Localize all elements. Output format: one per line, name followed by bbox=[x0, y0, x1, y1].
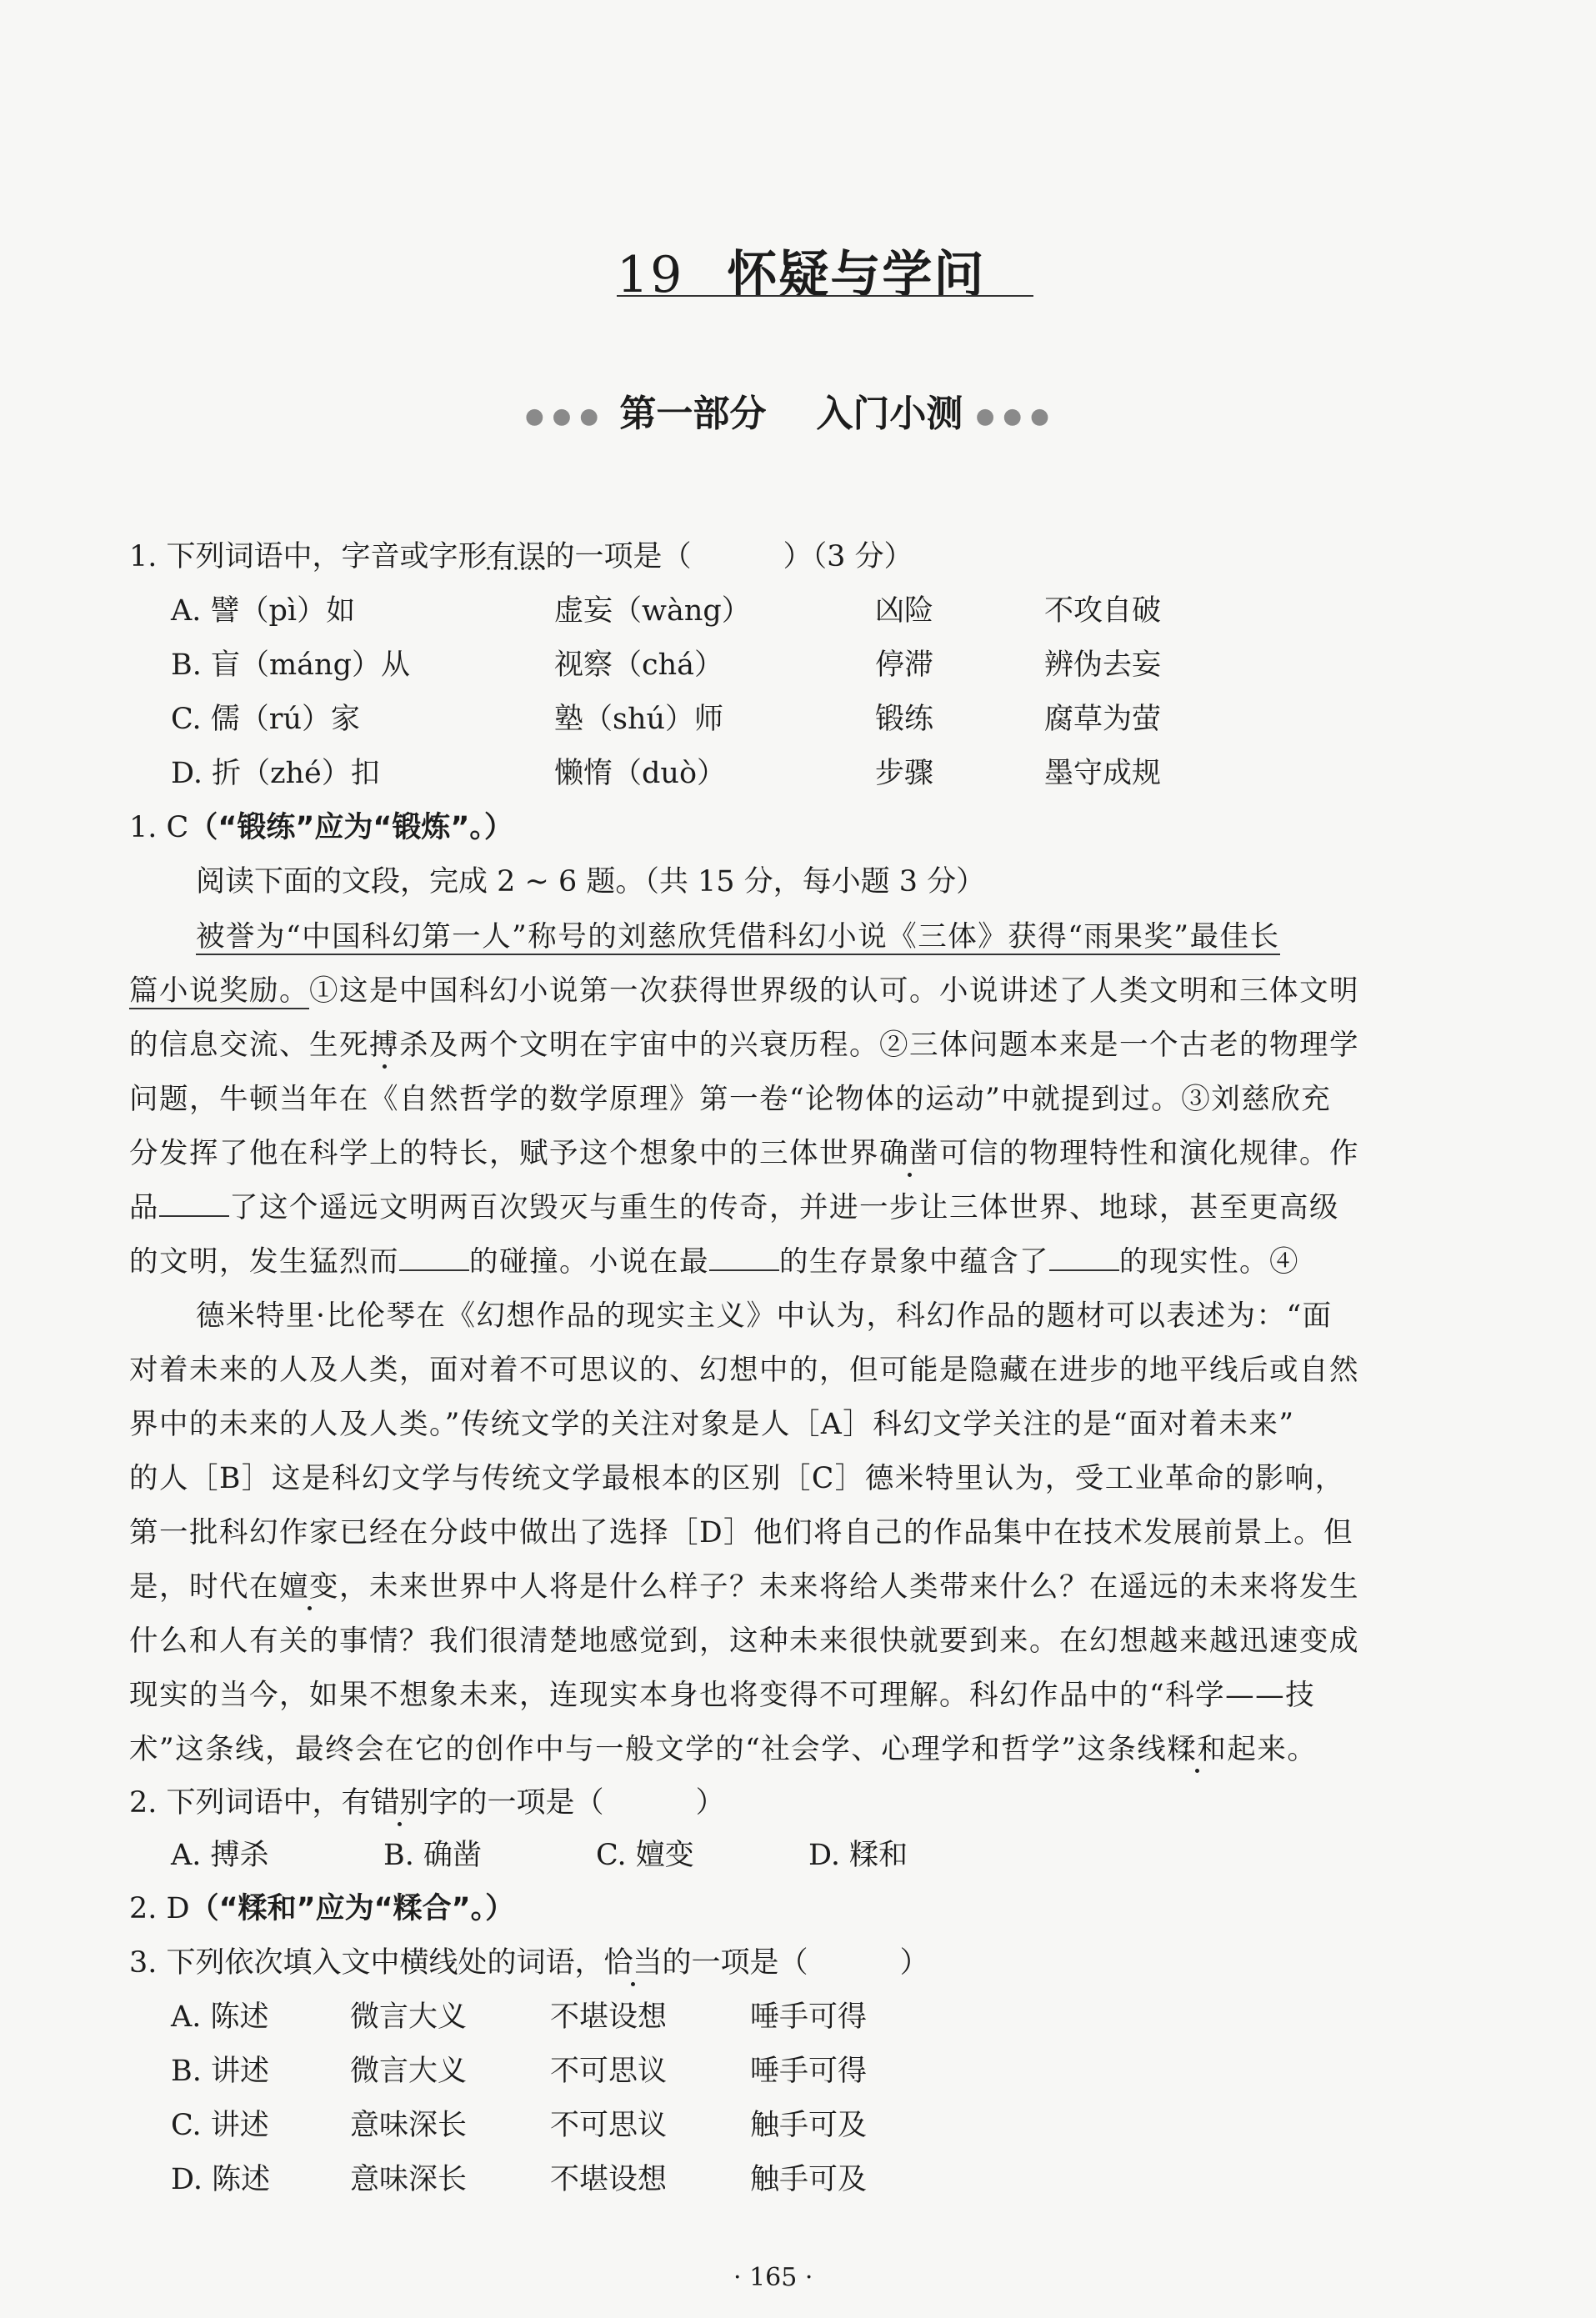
passage-1-line-1: 被誉为“中国科幻第一人”称号的刘慈欣凭借科幻小说《三体》获得“雨果奖”最佳长 bbox=[196, 920, 1280, 954]
passage-2-line-2: 对着未来的人及人类，面对着不可思议的、幻想中的，但可能是隐藏在进步的地平线后或自然 bbox=[129, 1354, 1359, 1387]
question-1-option-d: D. 折（zhé）扣 懒惰（duò） 步骤 墨守成规 bbox=[171, 757, 1162, 790]
section-part: 第一部分 bbox=[619, 393, 767, 435]
fill-blank bbox=[1049, 1244, 1119, 1271]
passage-2-line-6: 是，时代在嬗变，未来世界中人将是什么样子？未来将给人类带来什么？在遥远的未来将发生 bbox=[129, 1570, 1359, 1604]
question-1-option-a: A. 譬（pì）如 虚妄（wàng） 凶险 不攻自破 bbox=[171, 594, 1162, 628]
passage-2-line-1: 德米特里·比伦琴在《幻想作品的现实主义》中认为，科幻作品的题材可以表述为：“面 bbox=[196, 1299, 1333, 1333]
title-underline bbox=[617, 295, 1033, 297]
passage-1-line-6: 品 了这个遥远文明两百次毁灭与重生的传奇，并进一步让三体世界、地球，甚至更高级 bbox=[129, 1191, 1339, 1224]
section-dots-right: ●●● bbox=[975, 403, 1058, 429]
passage-2-line-8: 现实的当今，如果不想象未来，连现实本身也将变得不可理解。科幻作品中的“科学——技 bbox=[129, 1679, 1316, 1712]
emphasis-dotted: 糅和 bbox=[1167, 1733, 1228, 1766]
passage-1-line-5: 分发挥了他在科学上的特长，赋予这个想象中的三体世界确凿可信的物理特性和演化规律。作 bbox=[129, 1137, 1359, 1170]
emphasis-dotted: 确凿 bbox=[879, 1137, 939, 1170]
question-3-option-b: B. 讲述 微言大义 不可思议 唾手可得 bbox=[171, 2055, 868, 2088]
emphasis-dotted: 嬗变 bbox=[279, 1570, 339, 1604]
section-dots-left: ●●● bbox=[525, 403, 608, 429]
fill-blank bbox=[709, 1244, 779, 1271]
question-1-stem: 1. 下列词语中，字音或字形有误的一项是（ ）（3 分） bbox=[129, 540, 913, 573]
page-number: · 165 · bbox=[733, 2263, 813, 2292]
passage-1-line-7: 的文明，发生猛烈而 的碰撞。小说在最 的生存景象中蕴含了 的现实性。④ bbox=[129, 1245, 1299, 1279]
lesson-number: 19 bbox=[617, 246, 684, 304]
question-3-option-d: D. 陈述 意味深长 不堪设想 触手可及 bbox=[171, 2163, 868, 2196]
question-1-option-b: B. 盲（máng）从 视察（chá） 停滞 辨伪去妄 bbox=[171, 648, 1162, 682]
section-name: 入门小测 bbox=[816, 393, 963, 435]
fill-blank bbox=[159, 1190, 229, 1217]
reading-intro: 阅读下面的文段，完成 2 ~ 6 题。（共 15 分，每小题 3 分） bbox=[196, 865, 986, 899]
emphasis-dotted: 有误 bbox=[487, 540, 546, 573]
passage-2-line-5: 第一批科幻作家已经在分歧中做出了选择［D］他们将自己的作品集中在技术发展前景上。但 bbox=[129, 1516, 1354, 1550]
question-3-option-a: A. 陈述 微言大义 不堪设想 唾手可得 bbox=[171, 2000, 868, 2034]
emphasis-dotted: 搏 bbox=[369, 1029, 399, 1062]
passage-1-line-4: 问题，牛顿当年在《自然哲学的数学原理》第一卷“论物体的运动”中就提到过。③刘慈欣充 bbox=[129, 1083, 1332, 1116]
passage-1-line-3: 的信息交流、生死搏杀及两个文明在宇宙中的兴衰历程。②三体问题本来是一个古老的物理学 bbox=[129, 1029, 1359, 1062]
passage-2-line-7: 什么和人有关的事情？我们很清楚地感觉到，这种未来很快就要到来。在幻想越来越迅速变成 bbox=[129, 1625, 1359, 1658]
passage-2-line-3: 界中的未来的人及人类。”传统文学的关注对象是人［A］科幻文学关注的是“面对着未来” bbox=[129, 1408, 1295, 1441]
question-3-stem: 3. 下列依次填入文中横线处的词语，恰当的一项是（ ） bbox=[129, 1946, 929, 1980]
question-1-answer: 1. C（“锻练”应为“锻炼”。） bbox=[129, 811, 513, 844]
emphasis-dotted: 恰当 bbox=[603, 1946, 663, 1980]
fill-blank bbox=[399, 1244, 469, 1271]
passage-2-line-9: 术”这条线，最终会在它的创作中与一般文学的“社会学、心理学和哲学”这条线糅和起来。 bbox=[129, 1733, 1318, 1766]
passage-2-line-4: 的人［B］这是科幻文学与传统文学最根本的区别［C］德米特里认为，受工业革命的影响， bbox=[129, 1462, 1345, 1495]
question-1-option-c: C. 儒（rú）家 塾（shú）师 锻练 腐草为萤 bbox=[171, 703, 1162, 736]
section-header bbox=[525, 383, 1058, 437]
question-2-options: A. 搏杀 B. 确凿 C. 嬗变 D. 糅和 bbox=[171, 1839, 908, 1872]
question-3-option-c: C. 讲述 意味深长 不可思议 触手可及 bbox=[171, 2109, 868, 2142]
passage-1-line-2: 篇小说奖励。①这是中国科幻小说第一次获得世界级的认可。小说讲述了人类文明和三体文明 bbox=[129, 974, 1359, 1008]
lesson-name: 怀疑与学问 bbox=[727, 246, 986, 304]
question-2-stem: 2. 下列词语中，有错别字的一项是（ ） bbox=[129, 1786, 725, 1820]
question-2-answer: 2. D（“糅和”应为“糅合”。） bbox=[129, 1892, 515, 1925]
emphasis-dotted: 有错别字 bbox=[341, 1786, 458, 1820]
